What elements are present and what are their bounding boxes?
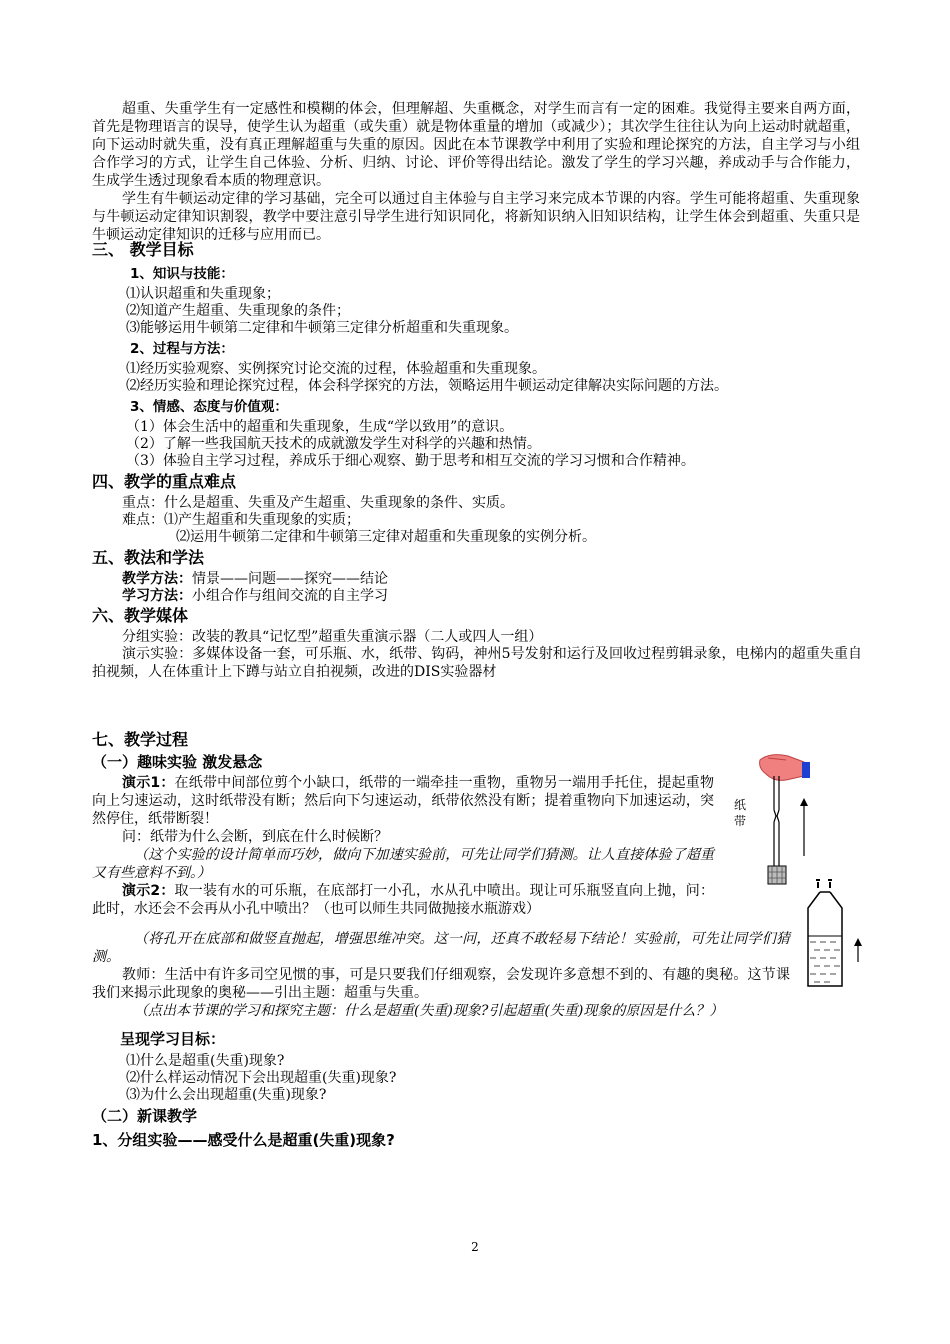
subheading-attitude: 3、情感、态度与价值观： — [130, 399, 288, 415]
subheading-process: 2、过程与方法： — [130, 341, 234, 357]
subheading-knowledge: 1、知识与技能： — [130, 266, 234, 282]
note-3: （点出本节课的学习和探究主题：什么是超重(失重)现象?引起超重(失重)现象的原因是什么？） — [134, 1003, 724, 1019]
step-group-experiment: 1、分组实验——感受什么是超重(失重)现象? — [92, 1131, 395, 1149]
list-item: ⑵什么样运动情况下会出现超重(失重)现象? — [126, 1070, 397, 1086]
teacher-remark: 教师：生活中有许多司空见惯的事，可是只要我们仔细观察，会发现许多意想不到的、有趣的奥秘。这节课我们来揭示此现象的奥秘——引出主题：超重与失重。 — [92, 967, 790, 1001]
difficulty-2: ⑵运用牛顿第二定律和牛顿第三定律对超重和失重现象的实例分析。 — [176, 529, 596, 545]
paper-tape-figure — [730, 748, 830, 898]
section-title-methods: 五、教法和学法 — [92, 548, 205, 567]
list-item: ⑵经历实验和理论探究过程，体会科学探究的方法，领略运用牛顿运动定律解决实际问题的方法。 — [126, 378, 728, 394]
learning-goals-title: 呈现学习目标： — [120, 1030, 226, 1048]
paragraph-intro: 超重、失重学生有一定感性和模糊的体会，但理解超、失重概念，对学生而言有一定的困难。我觉得主要来自两方面，首先是物理语言的误导，使学生认为超重（或失重）就是物体重量的增加（或减少）；其次学生往往认为向上运动时就超重，向下运动时就失重，没有真正理解超重与失重的原因。因此在本节课教学中利用了实验和理论探究的方法，自主学习与小组合作学习的方式，让学生自己体验、分析、归纳、讨论、评价等得出结论。激发了学生的学习兴趣，养成动手与合作能力，生成学生透过现象看本质的物理意识。 — [92, 101, 860, 189]
list-item: ⑵知道产生超重、失重现象的条件； — [126, 303, 350, 319]
note-1: （这个实验的设计简单而巧妙，做向下加速实验前，可先让同学们猜测。让人直接体验了超重又有些意料不到。） — [92, 847, 714, 881]
key-point: 重点：什么是超重、失重及产生超重、失重现象的条件、实质。 — [122, 495, 514, 511]
list-item: ⑴经历实验观察、实例探究讨论交流的过程，体验超重和失重现象。 — [126, 361, 546, 377]
part-heading-fun-experiment: （一）趣味实验 激发悬念 — [92, 753, 263, 771]
teaching-method: 教学方法：情景——问题——探究——结论 — [122, 571, 388, 587]
question-1: 问：纸带为什么会断，到底在什么时候断？ — [122, 829, 388, 845]
section-title-media: 六、教学媒体 — [92, 606, 189, 625]
demo-1: 演示1：在纸带中间部位剪个小缺口，纸带的一端牵挂一重物，重物另一端用手托住，提起重物向上匀速运动，这时纸带没有断；然后向下匀速运动，纸带依然没有断；提着重物向下加速运动，突然停住，纸带断裂！ — [92, 775, 714, 827]
list-item: ⑴认识超重和失重现象； — [126, 286, 280, 302]
water-bottle-figure — [800, 878, 880, 990]
list-item: ⑶能够运用牛顿第二定律和牛顿第三定律分析超重和失重现象。 — [126, 320, 518, 336]
list-item: （1）体会生活中的超重和失重现象，生成“学以致用”的意识。 — [126, 419, 514, 435]
group-experiment: 分组实验：改装的教具“记忆型”超重失重演示器（二人或四人一组） — [122, 629, 543, 645]
list-item: ⑴什么是超重(失重)现象? — [126, 1053, 285, 1069]
note-2: （将孔开在底部和做竖直抛起，增强思维冲突。这一问，还真不敢轻易下结论！实验前，可先让同学们猜测。 — [92, 931, 790, 965]
demo-equipment: 演示实验：多媒体设备一套，可乐瓶、水，纸带、钩码，神州5号发射和运行及回收过程剪辑录象，电梯内的超重失重自拍视频，人在体重计上下蹲与站立自拍视频，改进的DIS实验器材 — [92, 646, 862, 680]
part-heading-new-lesson: （二）新课教学 — [92, 1107, 198, 1125]
list-item: （3）体验自主学习过程，养成乐于细心观察、勤于思考和相互交流的学习习惯和合作精神。 — [126, 453, 695, 469]
paragraph-student-basis: 学生有牛顿运动定律的学习基础，完全可以通过自主体验与自主学习来完成本节课的内容。学生可能将超重、失重现象与牛顿运动定律知识割裂，教学中要注意引导学生进行知识同化，将新知识纳入旧知识结构，让学生体会到超重、失重只是牛顿运动定律知识的迁移与应用而已。 — [92, 191, 860, 243]
learning-method: 学习方法：小组合作与组间交流的自主学习 — [122, 588, 388, 604]
section-title-process: 七、教学过程 — [92, 730, 189, 749]
bottle-icon — [800, 878, 880, 990]
list-item: ⑶为什么会出现超重(失重)现象? — [126, 1087, 327, 1103]
section-title-key-points: 四、教学的重点难点 — [92, 472, 237, 491]
demo-2: 演示2：取一装有水的可乐瓶，在底部打一小孔，水从孔中喷出。现让可乐瓶竖直向上抛，问：此时，水还会不会再从小孔中喷出？（也可以师生共同做抛接水瓶游戏） — [92, 883, 714, 917]
section-title-objectives: 三、 教学目标 — [92, 240, 194, 259]
tape-label: 带 — [734, 814, 747, 828]
difficulty-1: 难点：⑴产生超重和失重现象的实质； — [122, 512, 360, 528]
page-number: 2 — [471, 1240, 479, 1254]
tape-label: 纸 — [734, 798, 747, 812]
list-item: （2）了解一些我国航天技术的成就激发学生对科学的兴趣和热情。 — [126, 436, 541, 452]
